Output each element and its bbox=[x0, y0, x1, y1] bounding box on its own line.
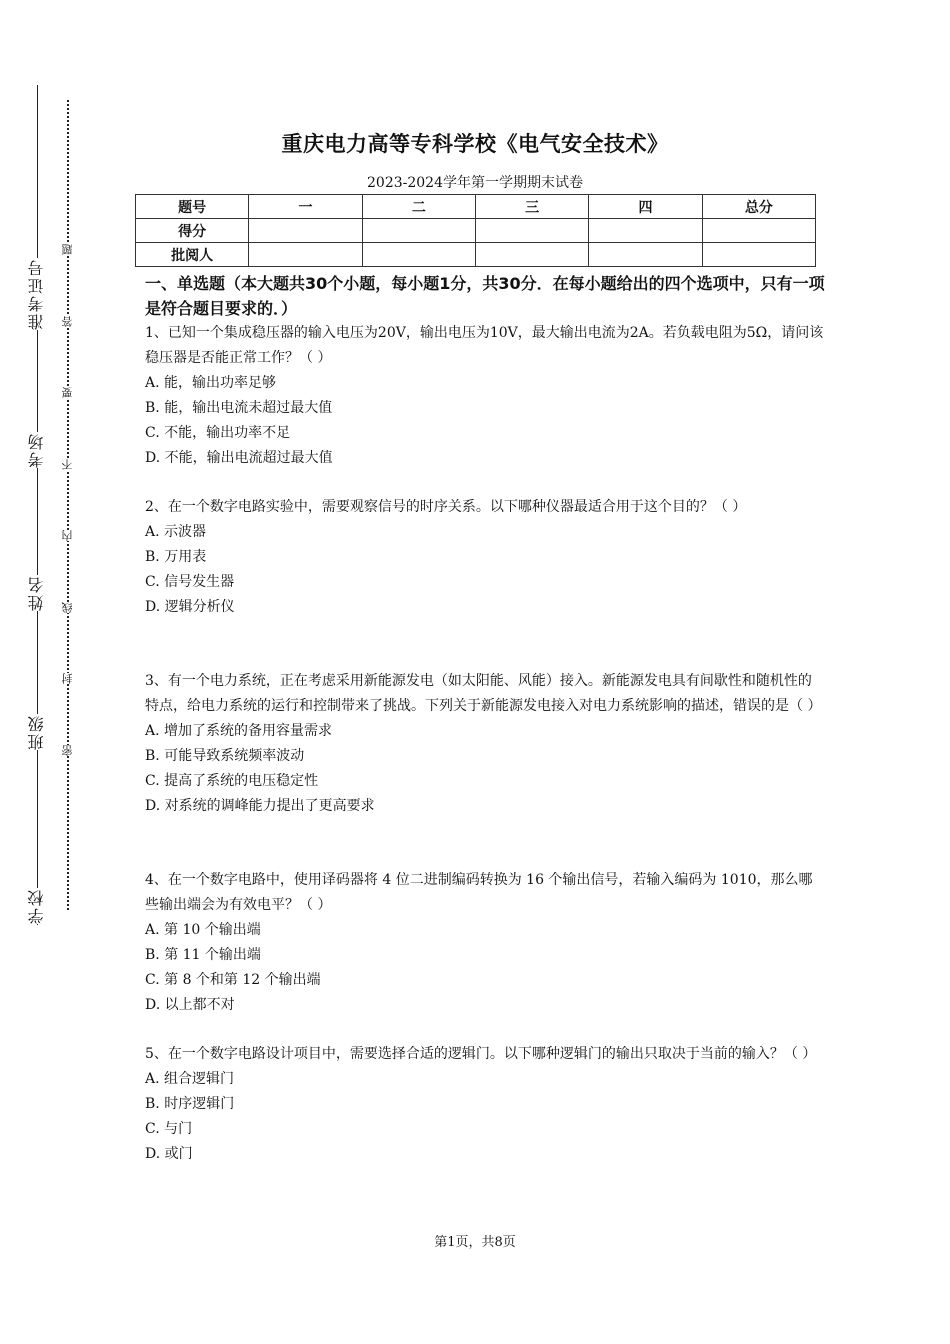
seal-char: 封 bbox=[61, 673, 74, 684]
score-cell bbox=[702, 243, 815, 267]
score-cell bbox=[475, 219, 588, 243]
field-class: 班级 bbox=[22, 714, 52, 750]
seal-char: 内 bbox=[61, 530, 74, 541]
field-school: 学校 bbox=[22, 888, 52, 924]
option-b: B. 第 11 个输出端 bbox=[145, 947, 261, 963]
option-a: A. 能，输出功率足够 bbox=[145, 375, 277, 391]
page-number: 第1页，共8页 bbox=[434, 1235, 516, 1250]
score-header-cell: 总分 bbox=[702, 195, 815, 219]
score-cell bbox=[249, 243, 362, 267]
score-cell bbox=[362, 219, 475, 243]
question-stem: 1、已知一个集成稳压器的输入电压为20V，输出电压为10V，最大输出电流为2A。若负载电阻为5Ω，请问该稳压器是否能正常工作？（ ） bbox=[145, 325, 824, 366]
binding-dotted-line bbox=[67, 100, 69, 910]
question-1 bbox=[145, 321, 825, 471]
question-stem: 2、在一个数字电路实验中，需要观察信号的时序关系。以下哪种仪器最适合用于这个目的？（ ） bbox=[145, 499, 747, 515]
question-stem: 4、在一个数字电路中，使用译码器将 4 位二进制编码转换为 16 个输出信号，若输入编码为 1010，那么哪些输出端会为有效电平？（ ） bbox=[145, 872, 813, 913]
score-row-label: 得分 bbox=[136, 219, 249, 243]
score-row-label: 批阅人 bbox=[136, 243, 249, 267]
option-a: A. 组合逻辑门 bbox=[145, 1071, 235, 1087]
option-d: D. 对系统的调峰能力提出了更高要求 bbox=[145, 798, 375, 814]
seal-char: 不 bbox=[61, 459, 74, 470]
option-d: D. 不能，输出电流超过最大值 bbox=[145, 450, 333, 466]
page-subtitle: 2023-2024学年第一学期期末试卷 bbox=[367, 175, 583, 191]
section-heading: 一、单选题（本大题共30个小题，每小题1分，共30分．在每小题给出的四个选项中，只有一项是符合题目要求的．） bbox=[145, 274, 825, 318]
score-cell bbox=[475, 243, 588, 267]
score-cell bbox=[702, 219, 815, 243]
score-cell bbox=[589, 219, 702, 243]
score-table-header-row bbox=[136, 195, 816, 219]
score-header-cell: 三 bbox=[475, 195, 588, 219]
option-d: D. 以上都不对 bbox=[145, 997, 235, 1013]
question-5 bbox=[145, 1042, 825, 1167]
score-cell bbox=[249, 219, 362, 243]
option-c: C. 不能，输出功率不足 bbox=[145, 425, 291, 441]
question-stem: 5、在一个数字电路设计项目中，需要选择合适的逻辑门。以下哪种逻辑门的输出只取决于当前的输入？（ ） bbox=[145, 1046, 817, 1062]
field-exam-room: 考场 bbox=[22, 432, 52, 468]
score-table bbox=[135, 194, 816, 267]
option-d: D. 逻辑分析仪 bbox=[145, 599, 235, 615]
option-d: D. 或门 bbox=[145, 1146, 193, 1162]
option-b: B. 万用表 bbox=[145, 549, 207, 565]
score-header-cell: 四 bbox=[589, 195, 702, 219]
score-cell bbox=[589, 243, 702, 267]
seal-char: 线 bbox=[61, 602, 74, 613]
field-exam-number: 准考证号 bbox=[22, 258, 52, 330]
question-2 bbox=[145, 495, 825, 620]
option-b: B. 能，输出电流未超过最大值 bbox=[145, 400, 333, 416]
option-b: B. 时序逻辑门 bbox=[145, 1096, 235, 1112]
option-a: A. 示波器 bbox=[145, 524, 207, 540]
score-header-cell: 二 bbox=[362, 195, 475, 219]
binding-solid-line bbox=[37, 85, 38, 925]
option-c: C. 与门 bbox=[145, 1121, 193, 1137]
field-name: 姓名 bbox=[22, 575, 52, 611]
question-4 bbox=[145, 868, 825, 1018]
seal-char: 答 bbox=[61, 316, 74, 327]
seal-char: 要 bbox=[61, 387, 74, 398]
option-c: C. 提高了系统的电压稳定性 bbox=[145, 773, 319, 789]
seal-char: 密 bbox=[61, 745, 74, 756]
score-table-row-score bbox=[136, 219, 816, 243]
option-a: A. 增加了系统的备用容量需求 bbox=[145, 723, 333, 739]
seal-char: 题 bbox=[61, 244, 74, 255]
option-c: C. 第 8 个和第 12 个输出端 bbox=[145, 972, 321, 988]
score-header-cell: 一 bbox=[249, 195, 362, 219]
binding-margin bbox=[0, 0, 90, 1344]
score-table-row-reviewer bbox=[136, 243, 816, 267]
page-title: 重庆电力高等专科学校《电气安全技术》 bbox=[281, 132, 669, 156]
score-cell bbox=[362, 243, 475, 267]
question-3 bbox=[145, 669, 825, 819]
question-stem: 3、有一个电力系统，正在考虑采用新能源发电（如太阳能、风能）接入。新能源发电具有间歇性和随机性的特点，给电力系统的运行和控制带来了挑战。下列关于新能源发电接入对电力系统影响的描述，错误的是（ ） bbox=[145, 673, 822, 714]
option-c: C. 信号发生器 bbox=[145, 574, 235, 590]
score-header-cell: 题号 bbox=[136, 195, 249, 219]
option-a: A. 第 10 个输出端 bbox=[145, 922, 261, 938]
option-b: B. 可能导致系统频率波动 bbox=[145, 748, 305, 764]
